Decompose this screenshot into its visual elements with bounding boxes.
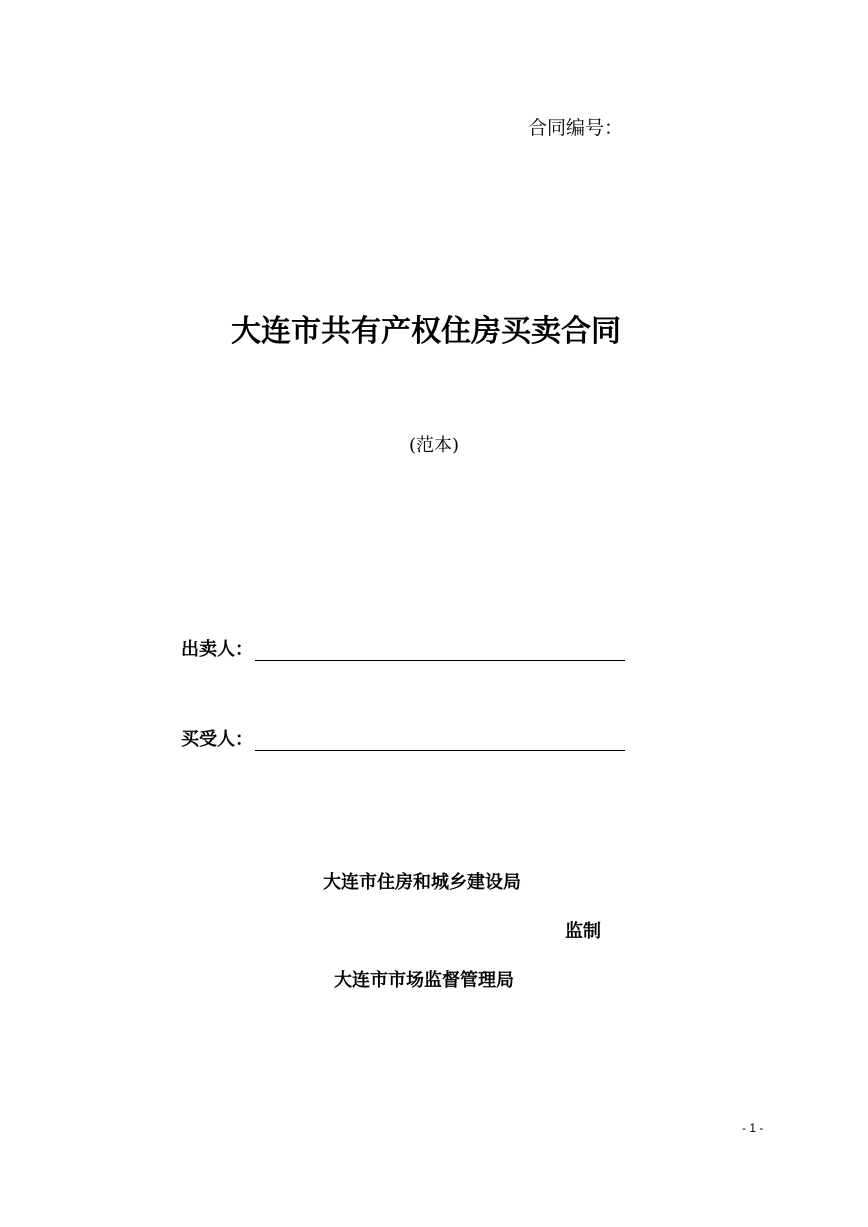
document-title: 大连市共有产权住房买卖合同 (231, 314, 621, 349)
seller-row (181, 632, 625, 662)
buyer-blank-line (255, 750, 625, 751)
document-subtitle: (范本) (408, 435, 460, 456)
seller-blank-line (255, 660, 625, 661)
issuer-supervised-label: 监制 (565, 921, 601, 942)
issuer-housing-bureau: 大连市住房和城乡建设局 (323, 872, 521, 893)
buyer-label: 买受人： (181, 729, 253, 750)
page-number: - 1 - (742, 1121, 764, 1135)
issuer-market-bureau: 大连市市场监督管理局 (334, 970, 514, 991)
contract-number-label: 合同编号： (528, 117, 624, 139)
buyer-row (181, 722, 625, 752)
seller-label: 出卖人： (181, 639, 253, 660)
